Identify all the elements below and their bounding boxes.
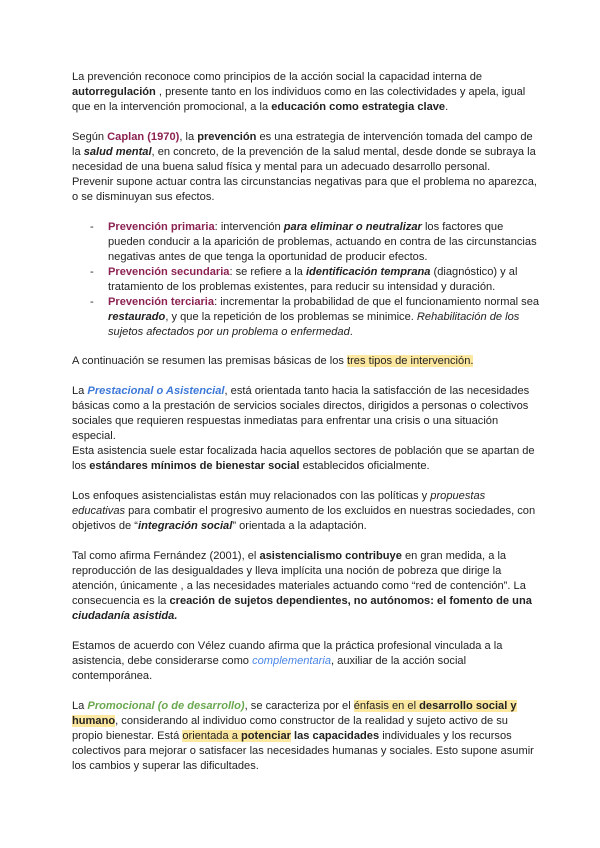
list-item-text: los factores que pueden conducir a la aparición de problemas, actuando en contra de las circunstancias negativas antes de que tenga la oportunidad de producir efectos. [108,221,537,263]
prevencion-terciaria-label: Prevención terciaria [108,296,215,308]
caplan-paragraph [72,130,540,175]
prevenir-paragraph: Prevenir supone actuar contra las circunstancias negativas para que el problema no aparezca, o se disminuyan sus efectos. [72,176,537,203]
velez-text: Estamos de acuerdo con Vélez cuando afirma que la práctica profesional vinculada a la asistencia, debe considerarse como [72,640,503,667]
capacidades-term: las capacidades [290,730,380,742]
complementaria-term: complementaria [252,655,331,667]
intro-text: La prevención reconoce como principios de la acción social la capacidad interna de [72,71,483,83]
list-item-text: , y que la repetición de los problemas se minimice. [165,311,417,323]
asistencia-paragraph [72,444,540,474]
asistencial-paragraph [72,384,540,444]
asistencial-text: La [72,385,88,397]
educacion-term: educación como estrategia clave [271,101,446,113]
promocional-text: individuales y los recursos colectivos para mejorar o satisfacer las necesidades humanas y sociales. Esto supone asumir los cambios y superar las dificultades. [72,730,534,772]
list-item [108,265,540,295]
asistencia-text: establecidos oficialmente. [299,460,430,472]
promocional-text: , se caracteriza por el [244,700,354,712]
potenciar-highlight: potenciar [241,730,291,742]
summary-paragraph [72,354,540,369]
velez-text: , auxiliar de la acción social contemporánea. [72,655,467,682]
prevencion-secundaria-label: Prevención secundaria [108,266,230,278]
fernandez-text: en gran medida, a la reproducción de las desigualdades y lleva implícita una noción de pobreza que dirige la atención, únicamente , a las necesidades materiales actuando como “red de contención”. La consecuencia es la [72,550,526,607]
list-item [108,295,540,340]
summary-text: A continuación se resumen las premisas básicas de los [72,355,348,367]
list-item-text: : intervención [214,221,284,233]
caplan-text: es una estrategia de intervención tomada del campo de la [72,131,533,158]
enfoques-text: Los enfoques asistencialistas están muy relacionados con las políticas y [72,490,431,502]
enfoques-paragraph [72,489,540,534]
caplan-text: , en concreto, de la prevención de la salud mental, desde donde se subraya la necesidad de una buena salud física y mental para un adecuado desarrollo personal. [72,146,536,173]
propuestas-term: propuestas educativas [72,490,486,517]
list-item-text: (diagnóstico) y al tratamiento de los problemas existentes, para reducir su intensidad y duración. [108,266,518,293]
rehabilitacion-note: Rehabilitación de los sujetos afectados por un problema o enfermedad [108,311,520,338]
velez-paragraph [72,639,540,684]
promocional-text: , considerando al individuo como constructor de la realidad y sujeto activo de su propio bienestar. Está [72,715,508,742]
list-item-text: : incrementar la probabilidad de que el funcionamiento normal sea [214,296,540,308]
tres-tipos-highlight: tres tipos de intervención. [347,355,474,367]
estandares-term: estándares mínimos de bienestar social [89,460,300,472]
prevencion-primaria-label: Prevención primaria [108,221,215,233]
enfoques-text: ” orientada a la adaptación. [232,520,367,532]
promocional-paragraph [72,699,540,774]
sujetos-dependientes-term: creación de sujetos dependientes, no autónomos: el fomento de una [169,595,532,607]
list-item-text: . [349,326,353,338]
intro-text: . [445,101,449,113]
ciudadania-term: ciudadanía asistida. [72,610,178,622]
caplan-text: , la [179,131,198,143]
promocional-term: Promocional (o de desarrollo) [87,700,245,712]
enfoques-text: para combatir el progresivo aumento de los excluidos en nuestras sociedades, con objetivos de “ [72,505,536,532]
promocional-text: La [72,700,88,712]
asistencial-text: , está orientada tanto hacia la satisfacción de las necesidades básicas como a la prestación de servicios sociales directos, dirigidos a personas o colectivos sociales que requieren respuestas inmediatas para enfrentar una crisis o una situación especial. [72,385,530,442]
fernandez-paragraph [72,549,540,624]
caplan-citation: Caplan (1970) [107,131,180,143]
salud-mental-term: salud mental [83,146,152,158]
orientada-highlight: orientada a [182,730,241,742]
list-item-text: : se refiere a la [229,266,306,278]
autorregulacion-term: autorregulación [72,86,156,98]
desarrollo-highlight: desarrollo social y humano [72,700,517,727]
prevencion-term: prevención [197,131,257,143]
enfasis-highlight: énfasis en el [353,700,420,712]
list-item-emphasis: restaurado [108,311,166,323]
asistencial-term: Prestacional o Asistencial [87,385,225,397]
asistencialismo-term: asistencialismo contribuye [259,550,402,562]
asistencia-text: Esta asistencia suele estar focalizada hacia aquellos sectores de población que se apartan de los [72,445,535,472]
caplan-text: Según [72,131,108,143]
intro-paragraph [72,70,540,115]
fernandez-text: Tal como afirma Fernández (2001), el [72,550,260,562]
intro-text: , presente tanto en los individuos como en las colectividades y apela, igual que en la intervención promocional, a la [72,86,526,113]
list-item [108,220,540,265]
list-item-emphasis: para eliminar o neutralizar [283,221,422,233]
list-item-emphasis: identificación temprana [305,266,431,278]
integracion-term: integración social [137,520,233,532]
prevention-types-list [72,220,540,340]
